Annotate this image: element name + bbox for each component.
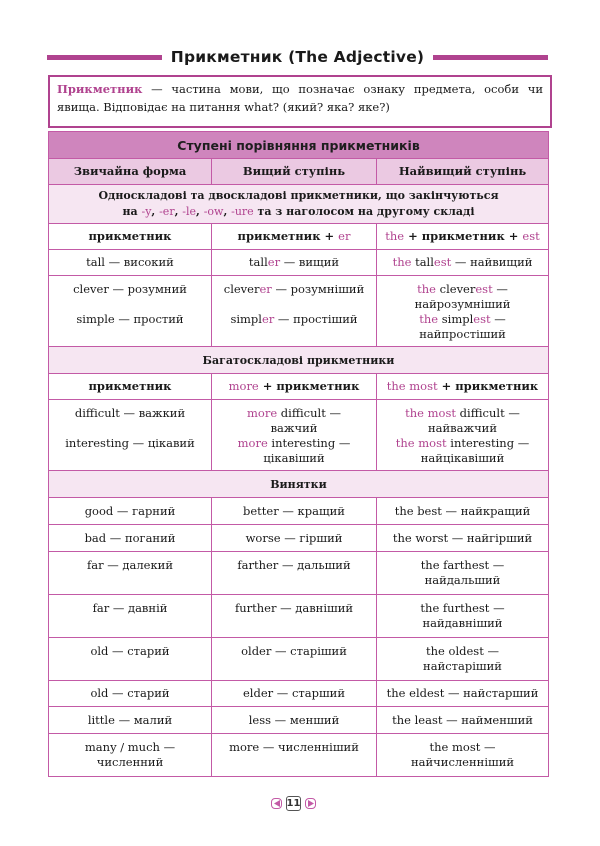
cell-positive: old — старий <box>49 638 212 681</box>
cell-superlative <box>377 638 549 681</box>
page-title-bar <box>47 46 548 68</box>
header-prefix: на <box>122 205 142 218</box>
cell-superlative <box>377 400 549 471</box>
formula-accent: est <box>522 229 540 243</box>
cell-positive <box>49 734 212 777</box>
word-entry <box>230 312 357 327</box>
word-stem: interesting — <box>267 436 351 450</box>
word-translation: — вищий <box>280 255 340 269</box>
formula-text: + прикметник <box>258 379 360 393</box>
table-row <box>49 552 549 595</box>
section-header-row <box>49 471 549 498</box>
suffix-y: -y <box>141 205 152 218</box>
suffix-er: -er <box>159 205 175 218</box>
word-entry <box>238 436 351 451</box>
word-stem: tall <box>411 255 434 269</box>
word-accent: the most <box>405 406 456 420</box>
suffix-ow: -ow <box>203 205 224 218</box>
cell-positive: little — малий <box>49 707 212 734</box>
cell-superlative <box>377 276 549 347</box>
word-ending: est <box>433 255 452 269</box>
title-rule-left <box>47 55 162 60</box>
definition-box <box>48 75 552 128</box>
word-translation: найважчий <box>427 421 498 435</box>
cell-positive: good — гарний <box>49 498 212 525</box>
definition-text: — частина мови, що позначає ознаку предмета, особи чи явища. Відповідає на питання what? (який? яка? яке?) <box>57 82 543 114</box>
word-stem: clever <box>223 282 260 296</box>
word-entry <box>224 282 365 297</box>
formula-positive: прикметник <box>49 224 212 250</box>
cell-comparative: elder — старший <box>212 681 377 707</box>
cell-positive <box>49 400 212 471</box>
table-row <box>49 734 549 777</box>
suffix-le: -le <box>182 205 197 218</box>
word-translation: найдальший <box>424 573 501 587</box>
suffix-ure: -ure <box>231 205 254 218</box>
word-translation: найрозумніший <box>414 297 511 311</box>
cell-positive: tall — високий <box>49 250 212 276</box>
word-accent: more <box>237 436 268 450</box>
word-ending: er <box>261 312 275 326</box>
word-translation: важчий <box>270 421 318 435</box>
table-row <box>49 681 549 707</box>
word-translation: — розумніший <box>271 282 365 296</box>
triangle-left-icon[interactable] <box>271 798 282 809</box>
column-header-superlative: Найвищий ступінь <box>377 159 549 185</box>
word-entry <box>247 406 341 421</box>
word-accent: the most <box>395 436 447 450</box>
formula-accent: the <box>385 229 405 243</box>
formula-accent: er <box>338 229 351 243</box>
word-entry: difficult — важкий <box>74 406 186 420</box>
word-translation: найдавніший <box>422 616 503 630</box>
word-stem: difficult — <box>456 406 520 420</box>
cell-superlative <box>377 734 549 777</box>
cell-positive: far — далекий <box>49 552 212 595</box>
cell-positive: bad — поганий <box>49 525 212 552</box>
word-ending: er <box>267 255 281 269</box>
cell-superlative <box>377 250 549 276</box>
word-entry: many / much — <box>84 740 176 754</box>
word-entry: the most — <box>429 740 496 754</box>
formula-superlative <box>377 374 549 400</box>
formula-superlative <box>377 224 549 250</box>
word-accent: more <box>247 406 278 420</box>
cell-comparative: less — менший <box>212 707 377 734</box>
cell-comparative: worse — гірший <box>212 525 377 552</box>
table-row <box>49 276 549 347</box>
word-article: the <box>392 255 412 269</box>
word-entry: clever — розумний <box>73 282 187 296</box>
column-header-row <box>49 159 549 185</box>
table-row <box>49 525 549 552</box>
word-translation: численний <box>96 755 164 769</box>
section-header-line1: Односкладові та двоскладові прикметники, що закінчуються <box>98 189 499 202</box>
word-stem: simpl <box>438 312 474 326</box>
section-header-row <box>49 347 549 374</box>
formula-accent: more <box>228 379 259 393</box>
word-dash: — <box>490 312 506 326</box>
word-entry: the furthest — <box>420 601 505 615</box>
cell-comparative <box>212 276 377 347</box>
word-entry: interesting — цікавий <box>65 436 195 450</box>
word-translation: найцікавіший <box>420 451 505 465</box>
word-translation: — найвищий <box>451 255 533 269</box>
word-stem: difficult — <box>277 406 341 420</box>
formula-comparative <box>212 374 377 400</box>
formula-comparative <box>212 224 377 250</box>
formula-text: + прикметник + <box>404 229 523 243</box>
word-translation: найчисленніший <box>410 755 515 769</box>
formula-text: прикметник + <box>237 229 339 243</box>
cell-comparative: further — давніший <box>212 595 377 638</box>
section-header-exceptions: Винятки <box>49 471 549 498</box>
section-header-short-adjectives <box>49 185 549 224</box>
cell-superlative: the worst — найгірший <box>377 525 549 552</box>
word-translation: найстаріший <box>423 659 502 673</box>
formula-text: + прикметник <box>437 379 539 393</box>
table-title: Ступені порівняння прикметників <box>49 132 549 159</box>
cell-comparative: better — кращий <box>212 498 377 525</box>
word-translation: цікавіший <box>263 451 325 465</box>
cell-comparative <box>212 250 377 276</box>
cell-comparative: farther — дальший <box>212 552 377 595</box>
page-title: Прикметник (The Adjective) <box>170 48 425 66</box>
word-entry <box>396 436 529 451</box>
section-header-long-adjectives: Багатоскладові прикметники <box>49 347 549 374</box>
cell-comparative: more — численніший <box>212 734 377 777</box>
word-entry: the farthest — <box>420 558 505 572</box>
word-entry: simple — простий <box>76 312 184 326</box>
table-row <box>49 400 549 471</box>
word-ending: est <box>473 312 491 326</box>
word-ending: est <box>475 282 493 296</box>
word-article: the <box>419 312 439 326</box>
cell-comparative <box>212 400 377 471</box>
cell-superlative: the best — найкращий <box>377 498 549 525</box>
cell-superlative <box>377 595 549 638</box>
page-number: 11 <box>286 798 301 809</box>
cell-positive: old — старий <box>49 681 212 707</box>
cell-superlative <box>377 552 549 595</box>
cell-positive <box>49 276 212 347</box>
word-translation: найпростіший <box>419 327 506 341</box>
word-entry: the oldest — <box>426 644 499 658</box>
table-title-row <box>49 132 549 159</box>
formula-positive: прикметник <box>49 374 212 400</box>
title-rule-right <box>433 55 548 60</box>
word-stem: simpl <box>230 312 262 326</box>
table-row <box>49 638 549 681</box>
word-article: the <box>417 282 436 296</box>
header-suffix-text: та з наголосом на другому складі <box>253 205 475 218</box>
cell-comparative: older — старіший <box>212 638 377 681</box>
word-stem: clever <box>435 282 476 296</box>
word-entry <box>405 406 520 421</box>
cell-positive: far — давній <box>49 595 212 638</box>
cell-superlative: the least — найменший <box>377 707 549 734</box>
word-translation: — простіший <box>274 312 358 326</box>
column-header-positive: Звичайна форма <box>49 159 212 185</box>
word-entry <box>419 312 506 327</box>
word-stem: tall <box>248 255 268 269</box>
word-ending: er <box>259 282 272 296</box>
word-entry <box>417 282 508 297</box>
word-dash: — <box>492 282 508 296</box>
definition-term: Прикметник <box>57 82 143 96</box>
formula-row <box>49 224 549 250</box>
table-row <box>49 250 549 276</box>
section-header-row <box>49 185 549 224</box>
page-navigation <box>271 796 316 811</box>
column-header-comparative: Вищий ступінь <box>212 159 377 185</box>
table-row <box>49 707 549 734</box>
formula-accent: the most <box>386 379 438 393</box>
table-row <box>49 595 549 638</box>
section-header-line2: на -y, -er, -le, -ow, -ure та з наголосом на другому складі <box>122 205 475 218</box>
triangle-right-icon[interactable] <box>305 798 316 809</box>
table-row <box>49 498 549 525</box>
formula-row <box>49 374 549 400</box>
comparison-table <box>48 131 549 777</box>
word-stem: interesting — <box>446 436 530 450</box>
cell-superlative: the eldest — найстарший <box>377 681 549 707</box>
